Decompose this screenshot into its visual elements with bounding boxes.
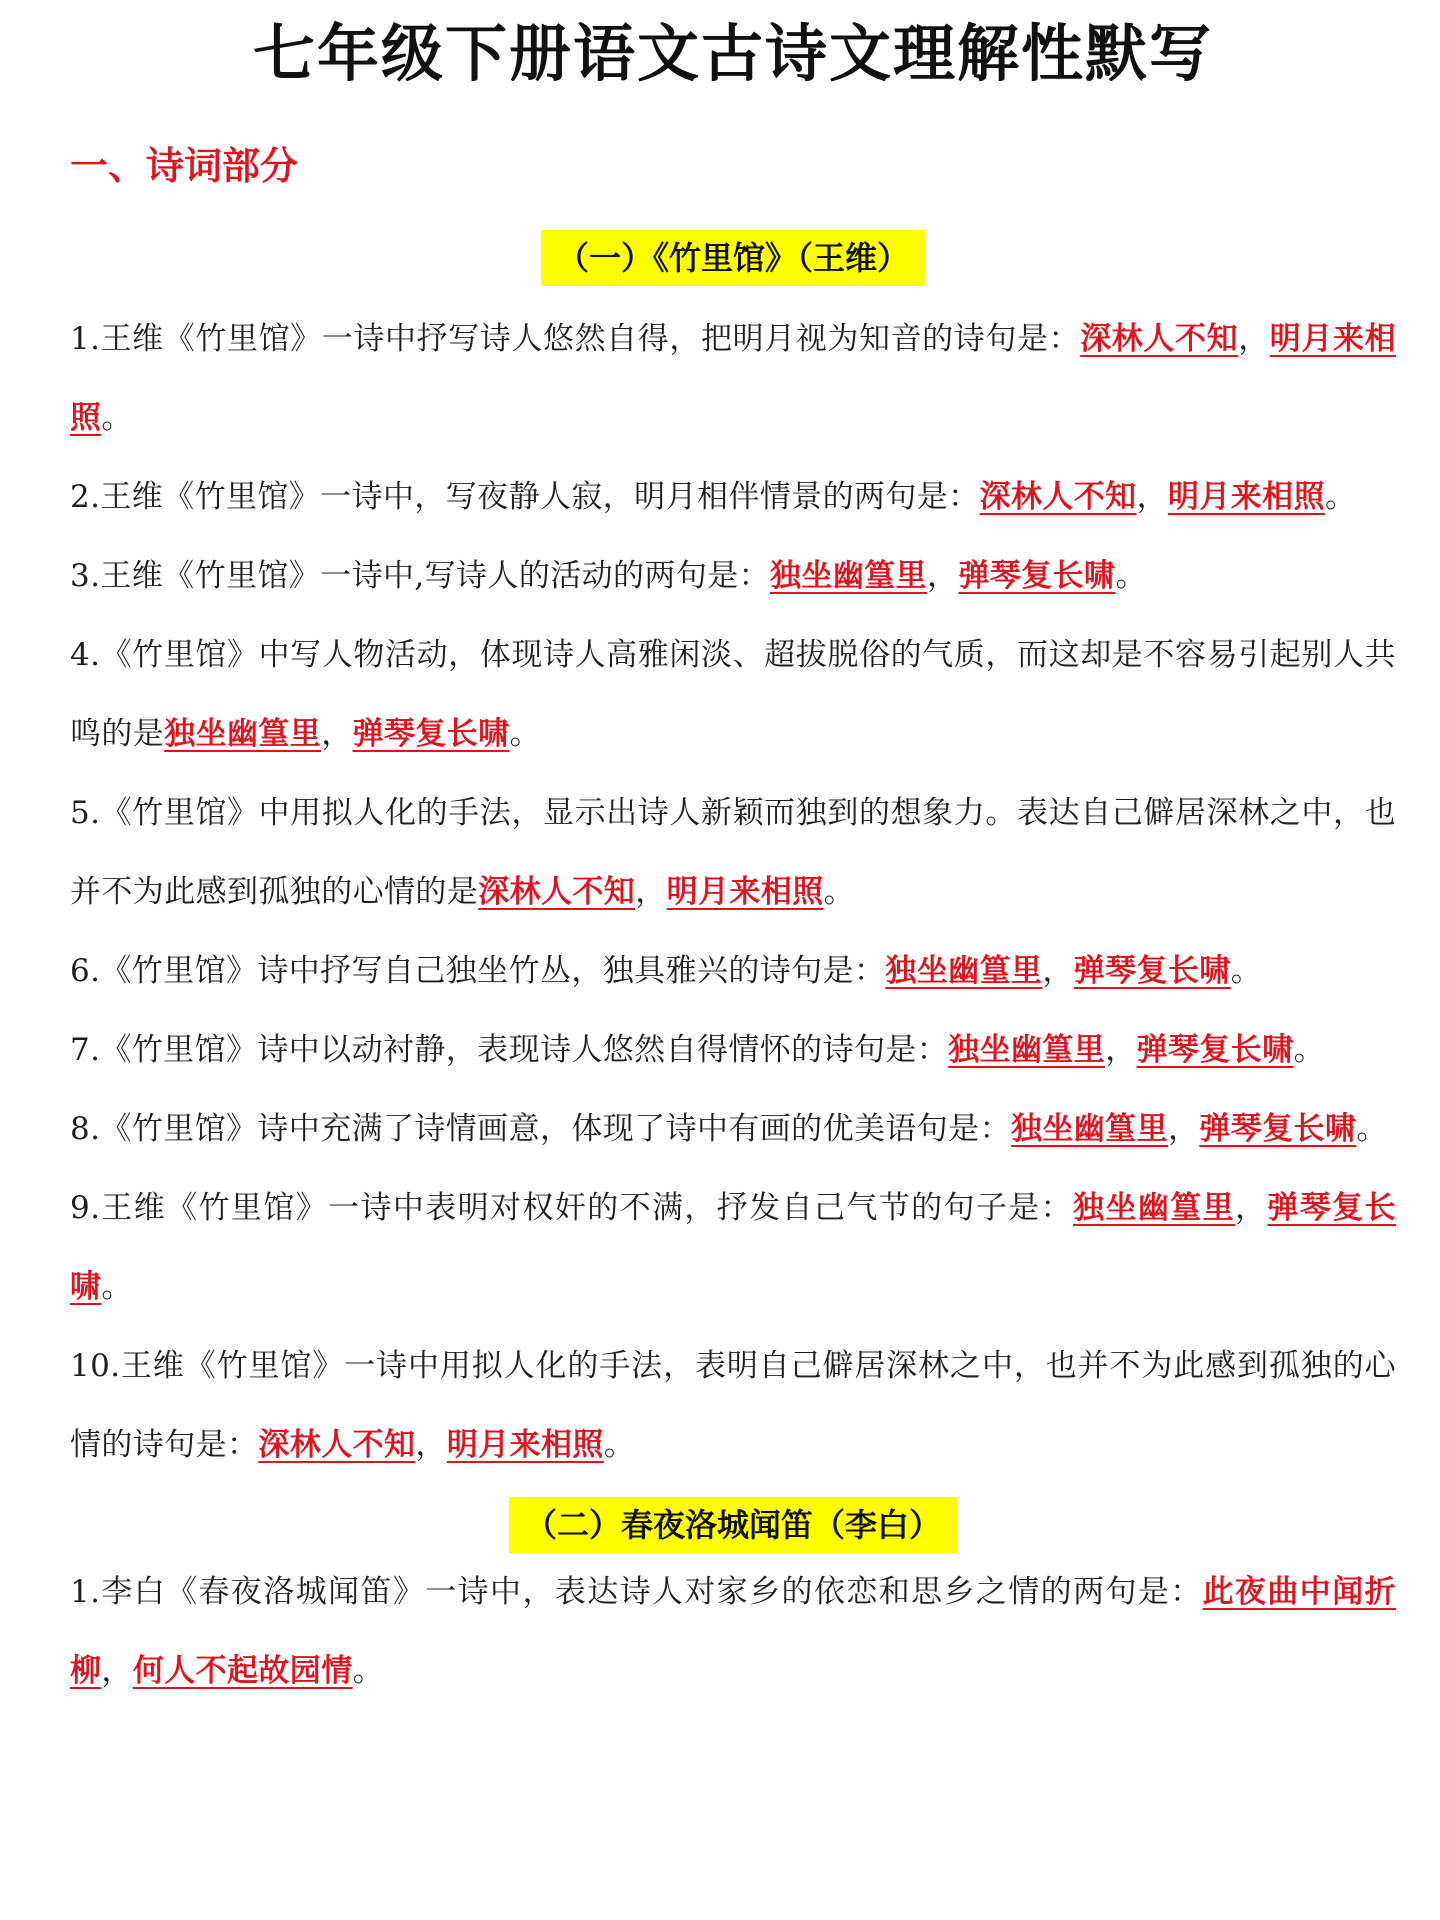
answer-line-1: 此夜曲中闻折柳 [70,1574,1396,1689]
question-item [70,458,1396,537]
answer-line-2: 弹琴复长啸 [1199,1111,1357,1147]
question-item [70,537,1396,616]
question-text: 9.王维《竹里馆》一诗中表明对权奸的不满，抒发自己气节的句子是： [70,1190,1074,1226]
answer-line-1: 深林人不知 [1080,321,1239,357]
question-item [70,300,1396,458]
answer-line-2: 弹琴复长啸 [352,716,510,752]
question-item [70,616,1396,774]
question-text: 4.《竹里馆》中写人物活动，体现诗人高雅闲淡、超拔脱俗的气质，而这却是不容易引起别人共鸣的是 [70,637,1396,752]
answer-line-1: 独坐幽篁里 [770,558,928,594]
question-list [70,1553,1396,1711]
answer-line-1: 独坐幽篁里 [164,716,322,752]
question-item [70,1011,1396,1090]
answer-line-1: 独坐幽篁里 [1010,1111,1168,1147]
question-end: 。 [823,874,856,910]
answer-line-2: 何人不起故园情 [132,1653,353,1689]
question-item [70,1169,1396,1327]
question-text: 2.王维《竹里馆》一诗中，写夜静人寂，明月相伴情景的两句是： [70,479,980,515]
question-text: 1.李白《春夜洛城闻笛》一诗中，表达诗人对家乡的依恋和思乡之情的两句是： [70,1574,1203,1610]
question-item [70,1553,1396,1711]
question-end: 。 [101,1269,133,1305]
question-end: 。 [352,1653,385,1689]
answer-line-2: 明月来相照 [446,1427,604,1463]
section-title: 一、诗词部分 [70,144,299,188]
answer-separator: ， [415,1427,447,1463]
answer-line-2: 明月来相照 [1167,479,1325,515]
answer-line-2: 弹琴复长啸 [1073,953,1231,989]
page-title: 七年级下册语文古诗文理解性默写 [252,17,1213,90]
question-text: 8.《竹里馆》诗中充满了诗情画意，体现了诗中有画的优美语句是： [70,1111,1011,1147]
answer-line-1: 独坐幽篁里 [885,953,1043,989]
subheading-wrapper [70,230,1396,286]
answer-separator: ， [1042,953,1074,989]
question-item [70,1090,1396,1169]
answer-separator: ， [321,716,353,752]
question-list [70,300,1396,1485]
question-end: 。 [1230,953,1263,989]
answer-separator: ， [927,558,959,594]
answer-line-1: 深林人不知 [979,479,1137,515]
subheading-chunye: （二）春夜洛城闻笛（李白） [509,1497,957,1553]
subheading-zhuliguan: （一）《竹里馆》（王维） [541,230,925,286]
answer-line-2: 弹琴复长啸 [70,1190,1396,1305]
answer-line-1: 独坐幽篁里 [1073,1190,1236,1226]
question-text: 6.《竹里馆》诗中抒写自己独坐竹丛，独具雅兴的诗句是： [70,953,886,989]
answer-line-2: 明月来相照 [70,321,1396,436]
answer-line-2: 弹琴复长啸 [1136,1032,1294,1068]
question-end: 。 [603,1427,636,1463]
answer-line-2: 弹琴复长啸 [958,558,1116,594]
answer-line-1: 独坐幽篁里 [948,1032,1106,1068]
question-text: 1.王维《竹里馆》一诗中抒写诗人悠然自得，把明月视为知音的诗句是： [70,321,1081,357]
question-end: 。 [1356,1111,1388,1147]
question-item [70,932,1396,1011]
question-item [70,774,1396,932]
answer-separator: ， [1167,1111,1200,1147]
question-item [70,1327,1396,1485]
question-end: 。 [509,716,542,752]
answer-line-1: 深林人不知 [478,874,636,910]
question-end: 。 [101,400,133,436]
answer-line-2: 明月来相照 [666,874,824,910]
answer-separator: ， [1238,321,1270,357]
question-text: 10.王维《竹里馆》一诗中用拟人化的手法，表明自己僻居深林之中，也并不为此感到孤独的心情的诗句是： [70,1348,1396,1463]
question-text: 5.《竹里馆》中用拟人化的手法，显示出诗人新颖而独到的想象力。表达自己僻居深林之中，也并不为此感到孤独的心情的是 [70,795,1396,910]
answer-separator: ， [1235,1190,1268,1226]
answer-separator: ， [101,1653,133,1689]
question-end: 。 [1293,1032,1325,1068]
subheading-wrapper [70,1497,1396,1553]
question-end: 。 [1324,479,1357,515]
question-text: 7.《竹里馆》诗中以动衬静，表现诗人悠然自得情怀的诗句是： [70,1032,949,1068]
question-end: 。 [1115,558,1147,594]
answer-separator: ， [1105,1032,1137,1068]
answer-separator: ， [635,874,667,910]
answer-line-1: 深林人不知 [258,1427,416,1463]
answer-separator: ， [1136,479,1168,515]
question-text: 3.王维《竹里馆》一诗中,写诗人的活动的两句是： [70,558,771,594]
